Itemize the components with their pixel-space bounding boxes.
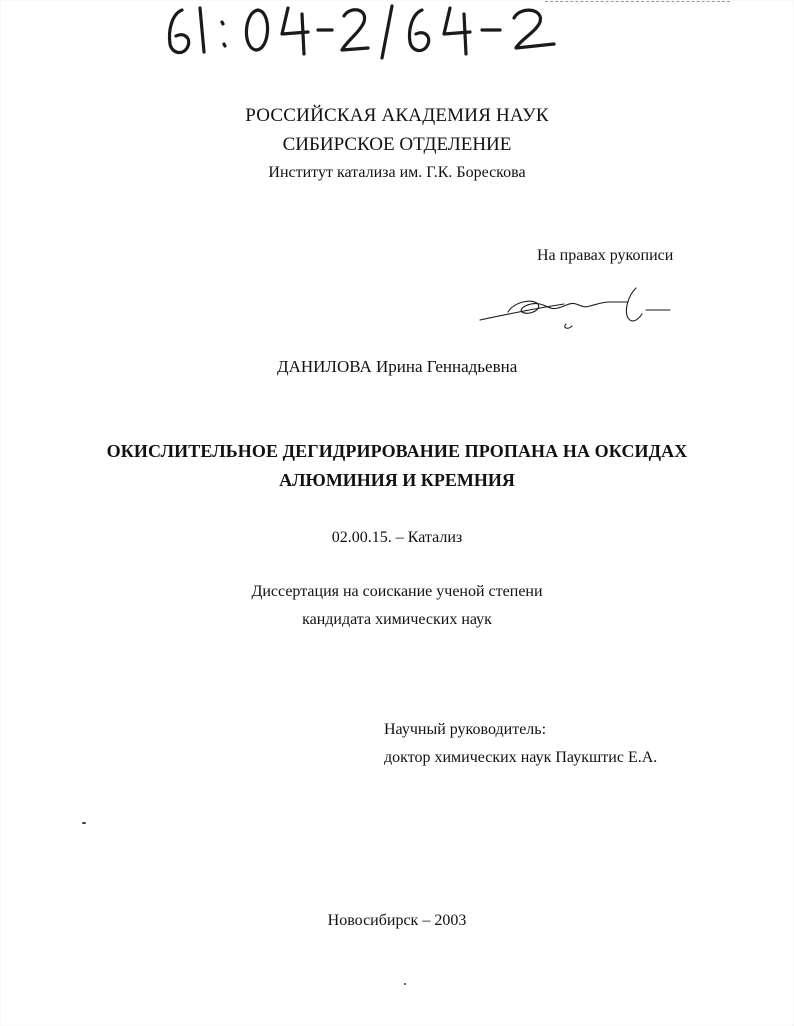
scan-speck — [404, 983, 406, 985]
supervisor-label: Научный руководитель: — [384, 721, 547, 738]
handwritten-signature — [478, 280, 678, 335]
city-and-year: Новосибирск – 2003 — [327, 912, 467, 929]
author-name: ДАНИЛОВА Ирина Геннадьевна — [277, 357, 518, 376]
degree-statement-line-2: кандидата химических наук — [302, 611, 492, 628]
dissertation-title-line-1: ОКИСЛИТЕЛЬНОЕ ДЕГИДРИРОВАНИЕ ПРОПАНА НА ОКСИДАХ — [106, 441, 688, 461]
supervisor-name: доктор химических наук Паукштис Е.А. — [384, 749, 658, 766]
academy-name: РОССИЙСКАЯ АКАДЕМИЯ НАУК — [245, 105, 549, 126]
institute-name: Институт катализа им. Г.К. Борескова — [268, 164, 526, 181]
scan-speck — [82, 822, 86, 824]
specialty-code: 02.00.15. – Катализ — [331, 529, 463, 546]
dissertation-title-line-2: АЛЮМИНИЯ И КРЕМНИЯ — [279, 470, 515, 490]
rights-note: На правах рукописи — [537, 247, 674, 264]
degree-statement-line-1: Диссертация на соискание ученой степени — [251, 583, 543, 600]
handwritten-archive-code — [160, 0, 580, 70]
branch-name: СИБИРСКОЕ ОТДЕЛЕНИЕ — [282, 134, 512, 155]
